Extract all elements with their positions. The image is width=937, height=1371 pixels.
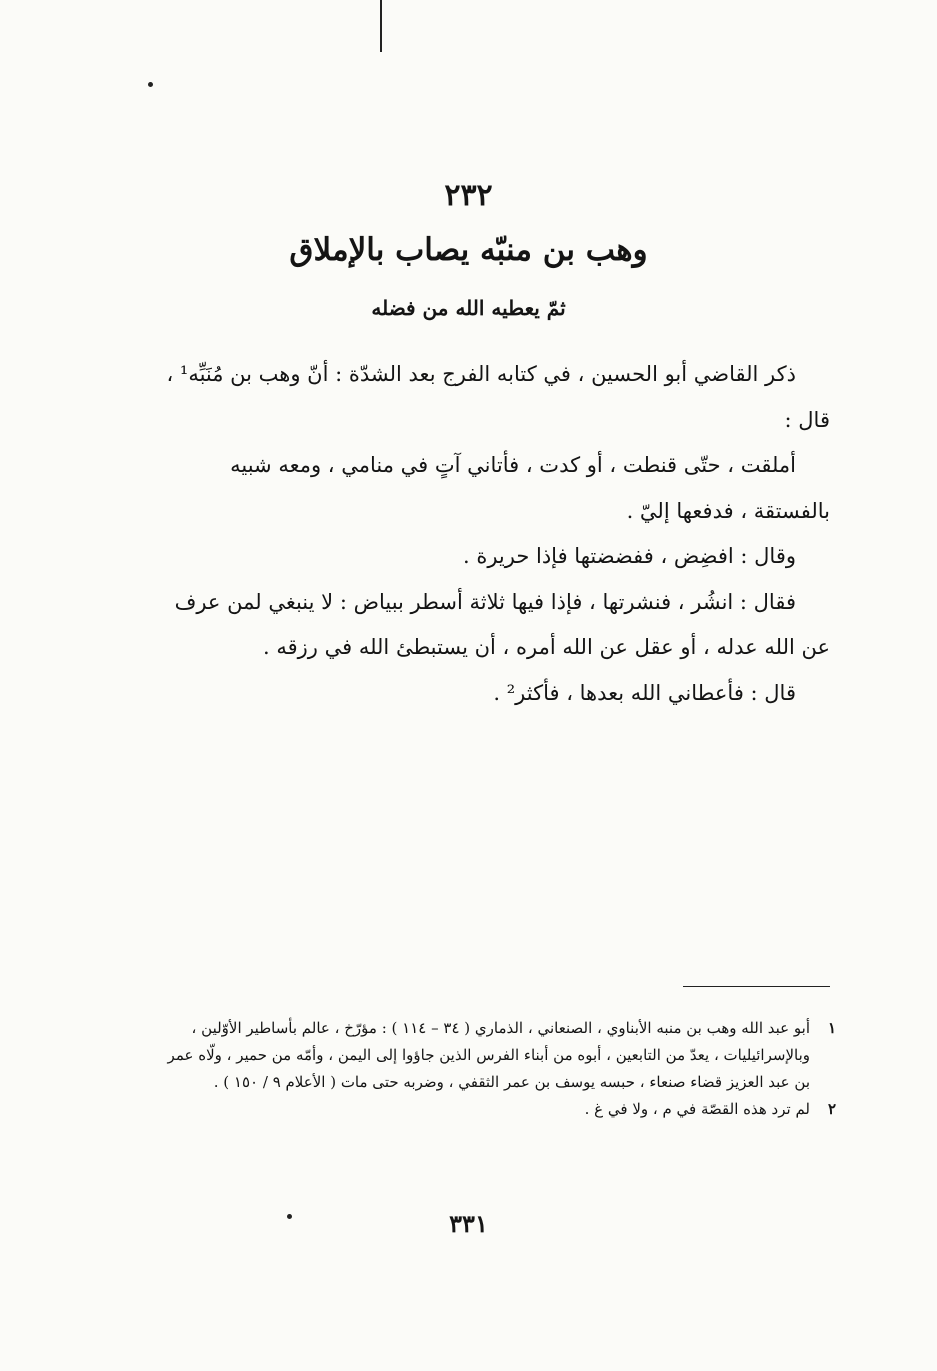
footnote-text: لم ترد هذه القصّة في م ، ولا في غ .: [584, 1100, 810, 1118]
footnote-number: ٢: [827, 1100, 836, 1118]
paragraph: قال : فأعطاني الله بعدها ، فأكثر² .: [493, 680, 796, 705]
footnote-text: أبو عبد الله وهب بن منبه الأبناوي ، الصنعاني ، الذماري ( ٣٤ – ١١٤ ) : مؤرّخ ، عالم بأساطير الأوّلين ، وبالإسرائيليات ، يعدّ من التابعين ، أبوه من أبناء الفرس الذين جاؤوا إلى اليمن ، وأمّه من حمير ، ولّاه عمر بن عبد العزيز قضاء صنعاء ، حبسه يوسف بن عمر الثقفي ، وضربه حتى مات ( الأعلام ٩ / ١٥٠ ) .: [167, 1019, 810, 1091]
footnote-number: ١: [827, 1019, 836, 1037]
paragraph: أملقت ، حتّى قنطت ، أو كدت ، فأتاني آتٍ في منامي ، ومعه شبيه بالفستقة ، فدفعها إليّ .: [230, 453, 830, 523]
paragraph: فقال : انشُر ، فنشرتها ، فإذا فيها ثلاثة أسطر ببياض : لا ينبغي لمن عرف عن الله عدله ، أو عقل عن الله أمره ، أن يستبطئ الله في رزقه .: [174, 589, 830, 659]
footnote: [160, 1096, 836, 1123]
paragraph: وقال : افضِض ، ففضضتها فإذا حريرة .: [462, 544, 796, 568]
paragraph: ذكر القاضي أبو الحسين ، في كتابه الفرج بعد الشدّة : أنّ وهب بن مُنَبِّه¹ ، قال :: [166, 362, 830, 432]
story-subtitle: ثمّ يعطيه الله من فضله: [371, 296, 566, 320]
story-title: وهب بن منبّه يصاب بالإملاق: [289, 232, 648, 268]
footnote-separator: [683, 986, 830, 987]
story-body: [160, 352, 830, 716]
ink-speck: [148, 82, 153, 87]
footnote: [160, 1015, 836, 1096]
story-number: ٢٣٢: [444, 178, 493, 213]
footnotes: [160, 1015, 836, 1123]
gutter-line: [380, 0, 382, 52]
page-number: ٣٣١: [449, 1209, 488, 1238]
